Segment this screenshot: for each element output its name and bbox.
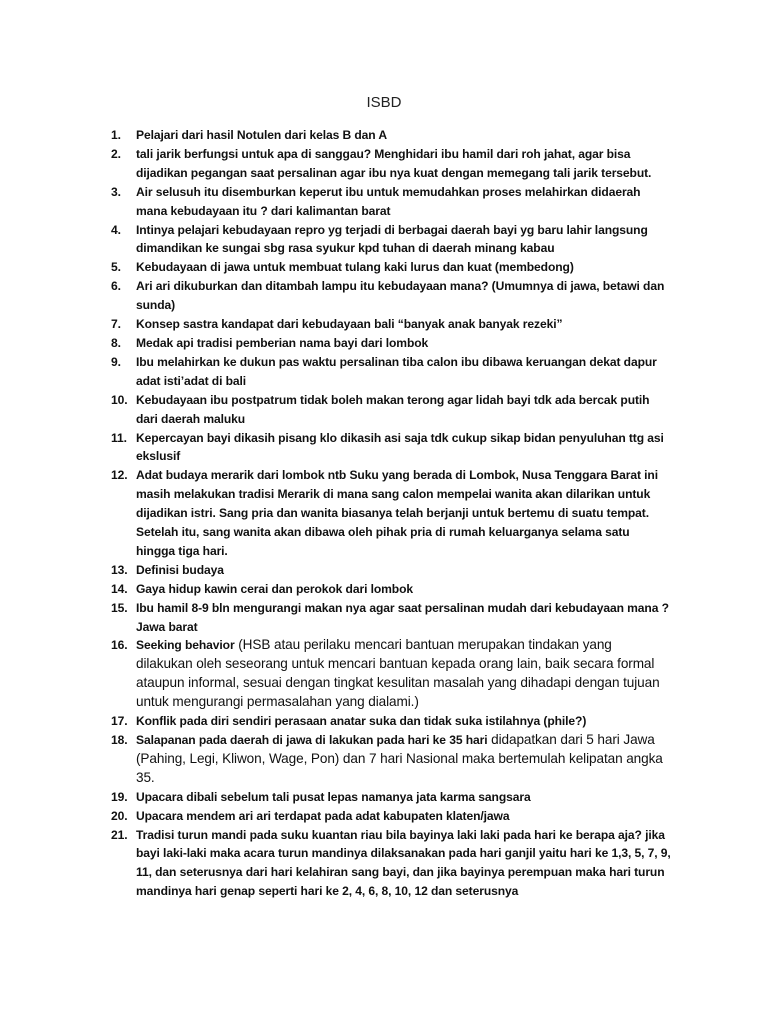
item-number: 7. [111, 317, 121, 332]
item-number: 15. [111, 600, 128, 615]
list-item [111, 712, 671, 731]
list-item [111, 826, 671, 902]
list-item [111, 258, 671, 277]
item-text: Definisi budaya [136, 562, 224, 577]
list-item [111, 315, 671, 334]
item-number: 13. [111, 562, 128, 577]
item-text: Kebudayaan ibu postpatrum tidak boleh makan terong agar lidah bayi tdk ada bercak putih dari daerah maluku [136, 392, 650, 426]
item-text: Konsep sastra kandapat dari kebudayaan bali “banyak anak banyak rezeki” [136, 317, 563, 332]
item-number: 12. [111, 468, 128, 483]
item-text: Gaya hidup kawin cerai dan perokok dari lombok [136, 581, 413, 596]
item-text: Medak api tradisi pemberian nama bayi dari lombok [136, 335, 429, 350]
item-text: Tradisi turun mandi pada suku kuantan riau bila bayinya laki laki pada hari ke berapa aja? jika bayi laki-laki maka acara turun mandinya dilaksanakan pada hari ganjil yaitu hari ke 1,3, 5, 7, 9, 11, dan seterusnya dari hari kelahiran sang bayi, dan jika bayinya perempuan maka hari turun mandinya hari genap seperti hari ke 2, 4, 6, 8, 10, 12 dan seterusnya [136, 827, 671, 899]
item-number: 14. [111, 581, 128, 596]
item-number: 1. [111, 128, 121, 142]
item-text: tali jarik berfungsi untuk apa di sanggau? Menghidari ibu hamil dari roh jahat, agar bisa dijadikan pegangan saat persalinan agar ibu nya kuat dengan memegang tali jarik tersebut. [136, 146, 652, 180]
list-item [111, 636, 671, 712]
item-number: 17. [111, 714, 128, 729]
item-text: Upacara mendem ari ari terdapat pada adat kabupaten klaten/jawa [136, 808, 510, 823]
list-item [111, 580, 671, 599]
list-item [111, 221, 671, 259]
list-item [111, 731, 671, 788]
item-number: 6. [111, 279, 121, 294]
item-text: Adat budaya merarik dari lombok ntb Suku yang berada di Lombok, Nusa Tenggara Barat ini masih melakukan tradisi Merarik di mana sang calon mempelai wanita akan dilarikan untuk dijadikan istri. Sang pria dan wanita biasanya telah berjanji untuk bertemu di suatu tempat. Setelah itu, sang wanita akan dibawa oleh pihak pria di rumah keluarganya selama satu hingga tiga hari. [136, 468, 658, 558]
list-item [111, 561, 671, 580]
item-text: Ibu melahirkan ke dukun pas waktu persalinan tiba calon ibu dibawa keruangan dekat dapur adat isti’adat di bali [136, 354, 657, 388]
item-text-normal: (HSB atau perilaku mencari bantuan merupakan tindakan yang dilakukan oleh seseorang untuk mencari bantuan kepada orang lain, baik secara formal ataupun informal, sesuai dengan tingkat kesulitan masalah yang dihadapi dengan tujuan untuk mengurangi permasalahan yang dialami.) [136, 637, 660, 710]
item-number: 2. [111, 146, 121, 161]
item-text: Ibu hamil 8-9 bln mengurangi makan nya agar saat persalinan mudah dari kebudayaan mana ? Jawa barat [136, 600, 669, 634]
list-item [111, 334, 671, 353]
list-item [111, 183, 671, 221]
item-number: 11. [111, 430, 127, 445]
item-text: Kepercayan bayi dikasih pisang klo dikasih asi saja tdk cukup sikap bidan penyuluhan ttg asi ekslusif [136, 430, 664, 464]
item-number: 19. [111, 789, 128, 804]
item-number: 3. [111, 184, 121, 199]
item-number: 20. [111, 808, 128, 823]
item-text: Ari ari dikuburkan dan ditambah lampu itu kebudayaan mana? (Umumnya di jawa, betawi dan sunda) [136, 279, 665, 313]
item-text: Salapanan pada daerah di jawa di lakukan pada hari ke 35 hari [136, 733, 488, 747]
document-title: ISBD [366, 94, 402, 111]
list-item [111, 466, 671, 561]
item-text: Intinya pelajari kebudayaan repro yg terjadi di berbagai daerah bayi yg baru lahir langsung dimandikan ke sungai sbg rasa syukur kpd tuhan di daerah minang kabau [136, 222, 648, 256]
list-item [111, 145, 671, 183]
item-number: 21. [111, 827, 128, 842]
item-text: Air selusuh itu disemburkan keperut ibu untuk memudahkan proses melahirkan didaerah mana kebudayaan itu ? dari kalimantan barat [136, 184, 641, 218]
item-number: 5. [111, 260, 121, 275]
list-item [111, 807, 671, 826]
item-number: 9. [111, 354, 121, 369]
item-text-normal: didapatkan dari 5 hari Jawa (Pahing, Legi, Kliwon, Wage, Pon) dan 7 hari Nasional maka bertemulah kelipatan angka 35. [136, 732, 663, 785]
item-text: Upacara dibali sebelum tali pusat lepas namanya jata karma sangsara [136, 789, 531, 804]
item-number: 8. [111, 335, 121, 350]
list-item [111, 353, 671, 391]
list-item [111, 126, 671, 145]
list-item [111, 277, 671, 315]
item-text: Seeking behavior [136, 638, 235, 653]
item-text: Pelajari dari hasil Notulen dari kelas B dan A [136, 128, 388, 142]
list-item [111, 599, 671, 637]
item-text: Konflik pada diri sendiri perasaan anatar suka dan tidak suka istilahnya (phile?) [136, 714, 587, 729]
list-item [111, 391, 671, 429]
item-number: 16. [111, 638, 128, 653]
item-text: Kebudayaan di jawa untuk membuat tulang kaki lurus dan kuat (membedong) [136, 260, 574, 275]
item-number: 4. [111, 222, 121, 237]
question-list [111, 126, 671, 901]
item-number: 18. [111, 733, 128, 747]
list-item [111, 429, 671, 467]
list-item [111, 788, 671, 807]
item-number: 10. [111, 392, 128, 407]
